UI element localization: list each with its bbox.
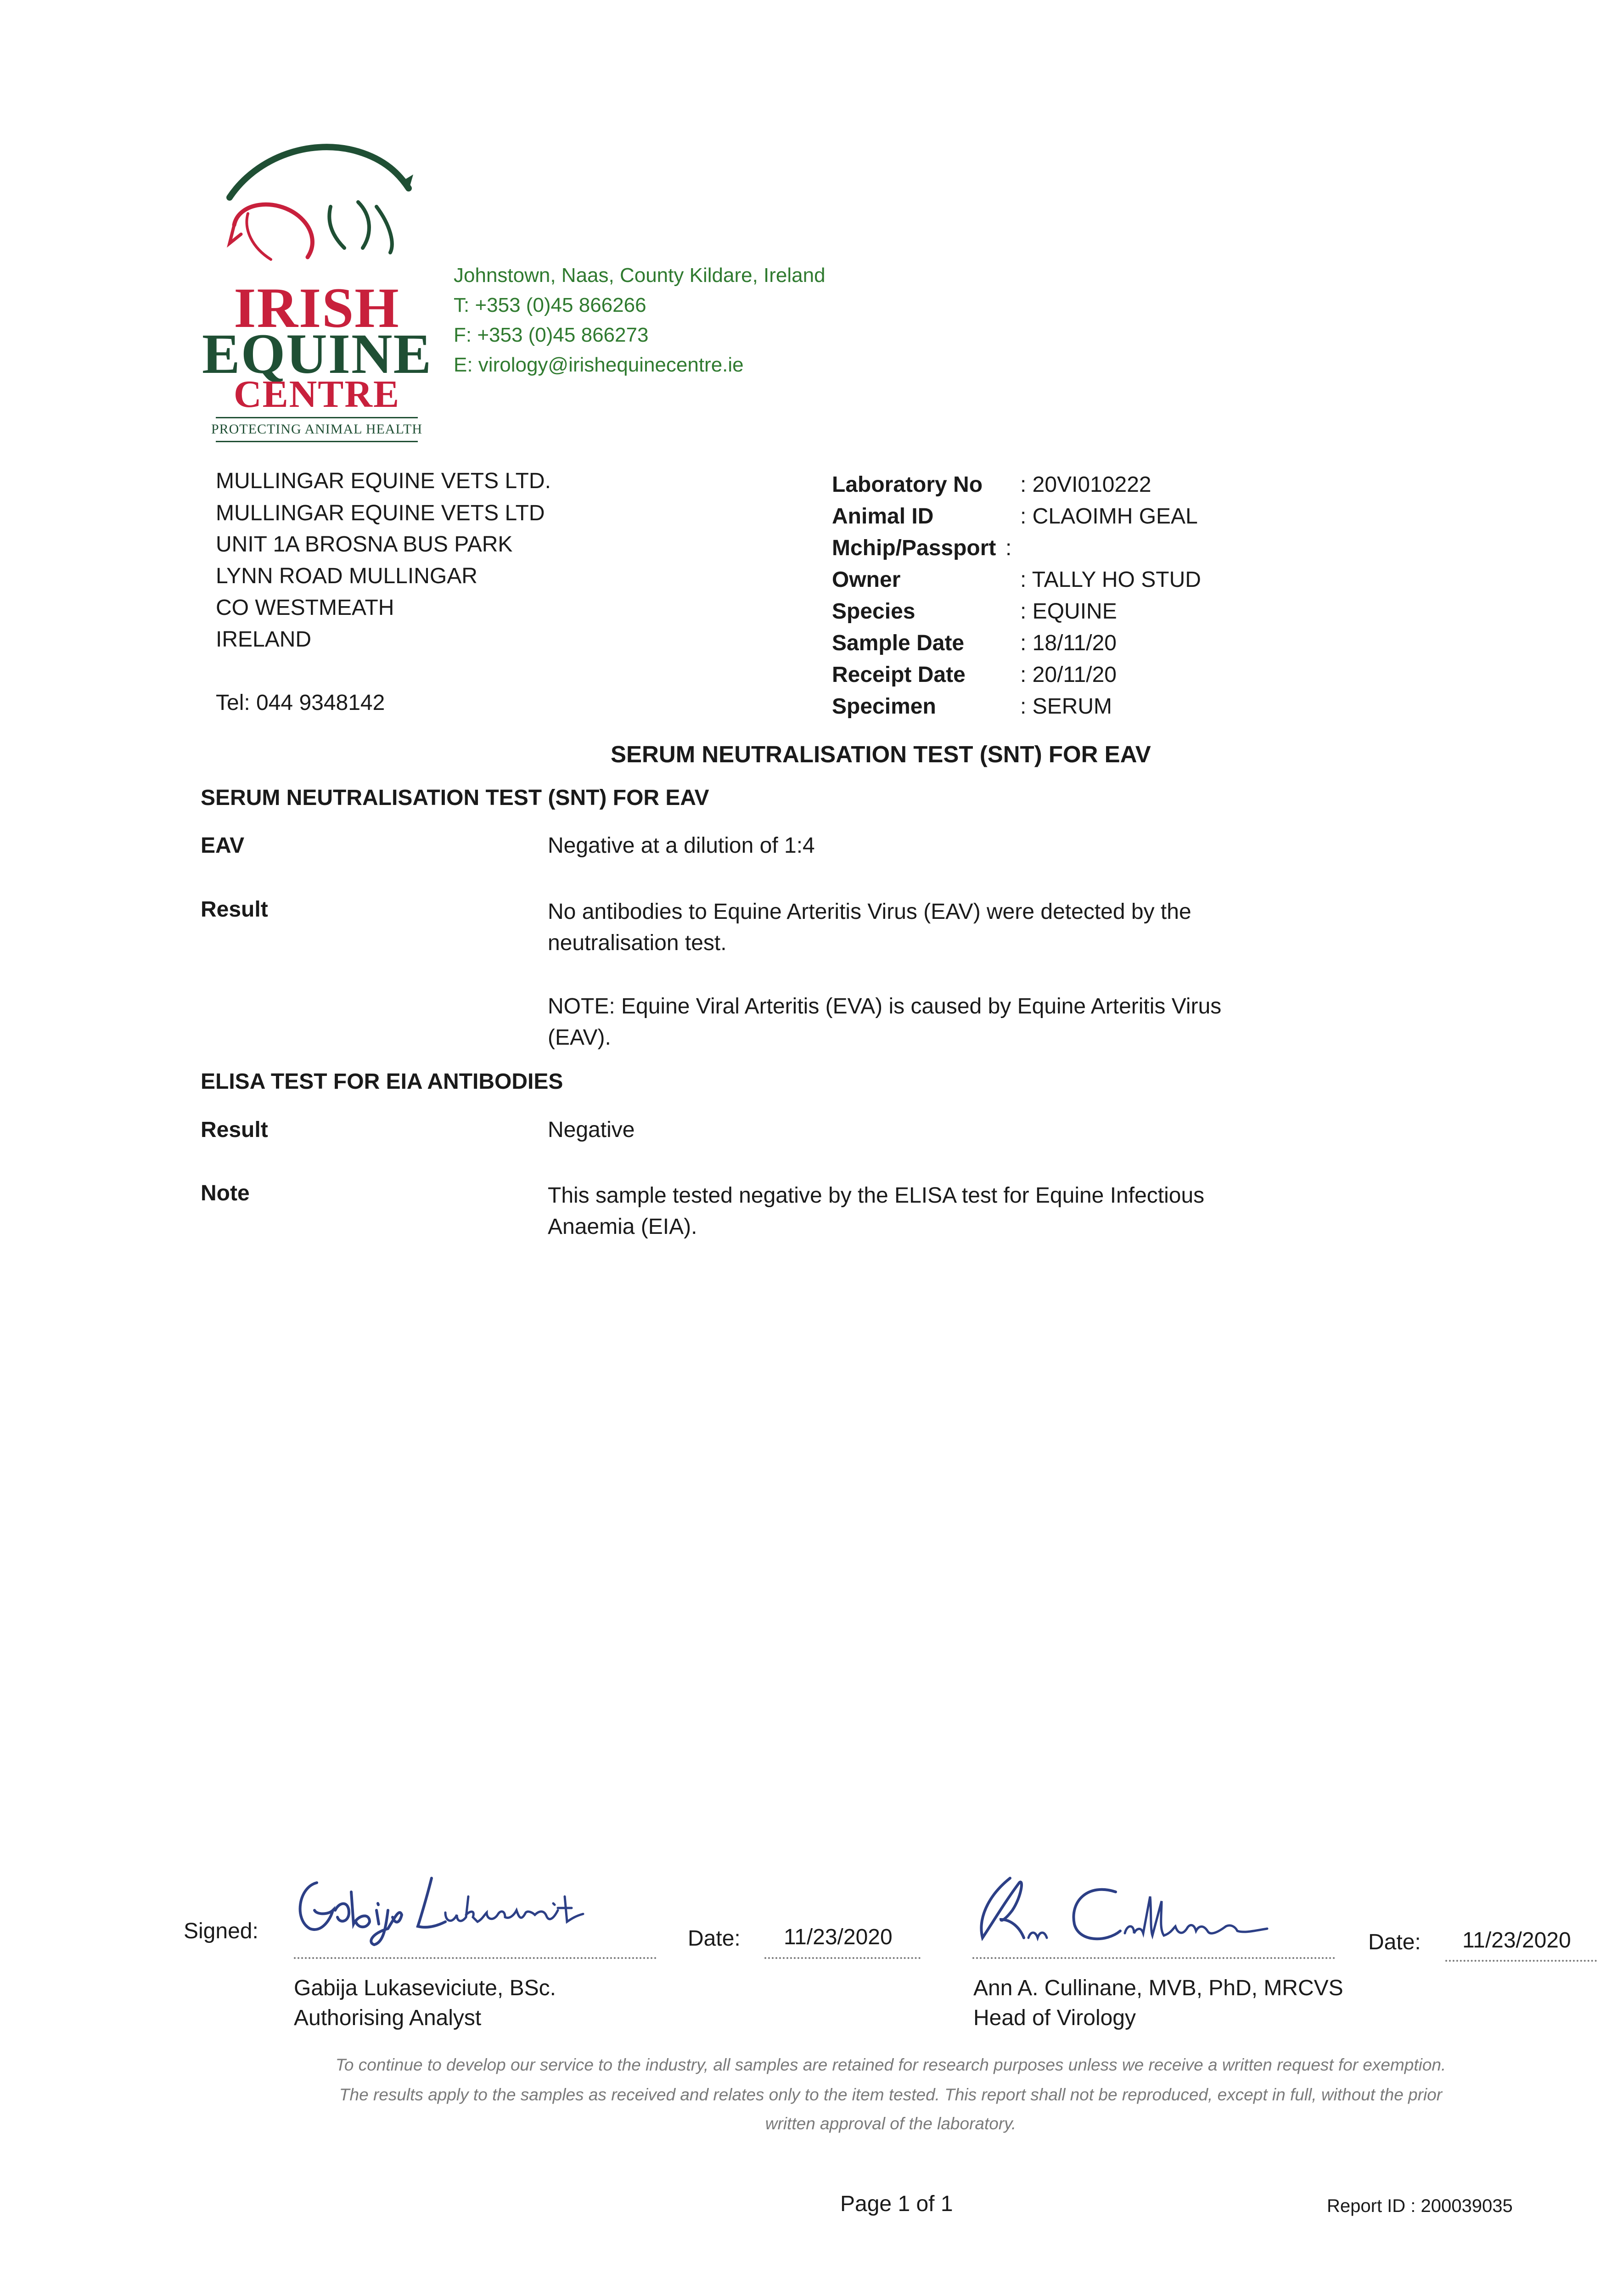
page-number: Page 1 of 1 [840, 2192, 953, 2216]
recipient-tel: Tel: 044 9348142 [216, 691, 385, 715]
date-label: Date: [1368, 1930, 1421, 1954]
lab-info-value: : 20VI010222 [1020, 473, 1151, 497]
date-line [1445, 1960, 1597, 1962]
recipient-line: LYNN ROAD MULLINGAR [216, 564, 477, 588]
signatory-role: Head of Virology [973, 2006, 1136, 2030]
lab-info-label: Sample Date [832, 631, 965, 655]
elisa-note-label: Note [201, 1181, 250, 1205]
sign-date: 11/23/2020 [1462, 1928, 1571, 1953]
contact-address: Johnstown, Naas, County Kildare, Ireland [454, 264, 826, 287]
lab-info-value: : TALLY HO STUD [1020, 568, 1201, 592]
contact-phone: T: +353 (0)45 866266 [454, 294, 646, 316]
signature-image-lukaseviciute [289, 1864, 601, 1947]
lab-info-value: : CLAOIMH GEAL [1020, 504, 1198, 529]
recipient-line: MULLINGAR EQUINE VETS LTD [216, 501, 545, 525]
contact-email[interactable]: E: virology@irishequinecentre.ie [454, 354, 744, 376]
lab-info-label: Receipt Date [832, 663, 966, 687]
horse-logo-icon [220, 138, 422, 276]
logo-divider [216, 441, 418, 442]
elisa-note-line: This sample tested negative by the ELISA test for Equine Infectious [548, 1183, 1205, 1208]
eav-value: Negative at a dilution of 1:4 [548, 833, 815, 858]
lab-info-value: : [1005, 536, 1012, 560]
eav-label: EAV [201, 833, 245, 858]
lab-info-value: : SERUM [1020, 694, 1112, 719]
elisa-result-value: Negative [548, 1118, 635, 1142]
lab-info-label: Animal ID [832, 504, 934, 529]
recipient-line: IRELAND [216, 627, 312, 652]
lab-info-label: Mchip/Passport [832, 536, 996, 560]
recipient-line: MULLINGAR EQUINE VETS LTD. [216, 469, 551, 493]
snt-result-line: No antibodies to Equine Arteritis Virus (EAV) were detected by the [548, 900, 1191, 924]
sign-date: 11/23/2020 [784, 1925, 893, 1949]
report-id: Report ID : 200039035 [1327, 2196, 1513, 2216]
lab-info-value: : EQUINE [1020, 599, 1117, 624]
signatory-role: Authorising Analyst [294, 2006, 482, 2030]
date-label: Date: [688, 1926, 741, 1951]
elisa-result-label: Result [201, 1118, 268, 1142]
date-line [764, 1957, 921, 1959]
logo-word-equine: EQUINE [202, 322, 432, 385]
report-title: SERUM NEUTRALISATION TEST (SNT) FOR EAV [611, 741, 1151, 767]
disclaimer-line: written approval of the laboratory. [765, 2114, 1016, 2133]
elisa-note-line: Anaemia (EIA). [548, 1215, 697, 1239]
lab-info-label: Owner [832, 568, 901, 592]
elisa-heading: ELISA TEST FOR EIA ANTIBODIES [201, 1069, 563, 1094]
logo-word-centre: CENTRE [233, 373, 400, 416]
lab-info-label: Laboratory No [832, 473, 983, 497]
signature-line [972, 1957, 1335, 1959]
recipient-line: CO WESTMEATH [216, 596, 394, 620]
signature-line [294, 1957, 657, 1959]
snt-note-line: NOTE: Equine Viral Arteritis (EVA) is caused by Equine Arteritis Virus [548, 994, 1222, 1019]
snt-heading: SERUM NEUTRALISATION TEST (SNT) FOR EAV [201, 786, 709, 810]
lab-info-label: Species [832, 599, 915, 624]
contact-fax: F: +353 (0)45 866273 [454, 324, 649, 346]
signatory-name: Gabija Lukaseviciute, BSc. [294, 1976, 556, 2000]
snt-note-line: (EAV). [548, 1025, 611, 1050]
irish-equine-centre-logo [202, 138, 441, 450]
signatory-name: Ann A. Cullinane, MVB, PhD, MRCVS [973, 1976, 1343, 2000]
logo-divider [216, 417, 418, 418]
snt-result-label: Result [201, 897, 268, 922]
lab-info-label: Specimen [832, 694, 936, 719]
logo-tagline: PROTECTING ANIMAL HEALTH [211, 422, 423, 437]
lab-info-value: : 20/11/20 [1020, 663, 1117, 687]
snt-result-line: neutralisation test. [548, 931, 727, 955]
lab-info-value: : 18/11/20 [1020, 631, 1117, 655]
disclaimer-line: The results apply to the samples as received and relates only to the item tested. This report shall not be reproduced, except in full, without the prior [339, 2085, 1443, 2104]
disclaimer-line: To continue to develop our service to the industry, all samples are retained for research purposes unless we receive a written request for exemption. [335, 2055, 1446, 2074]
recipient-line: UNIT 1A BROSNA BUS PARK [216, 532, 513, 557]
logo-word-irish: IRISH [234, 276, 400, 339]
signed-label: Signed: [184, 1919, 258, 1943]
signature-image-cullinane [969, 1869, 1281, 1952]
